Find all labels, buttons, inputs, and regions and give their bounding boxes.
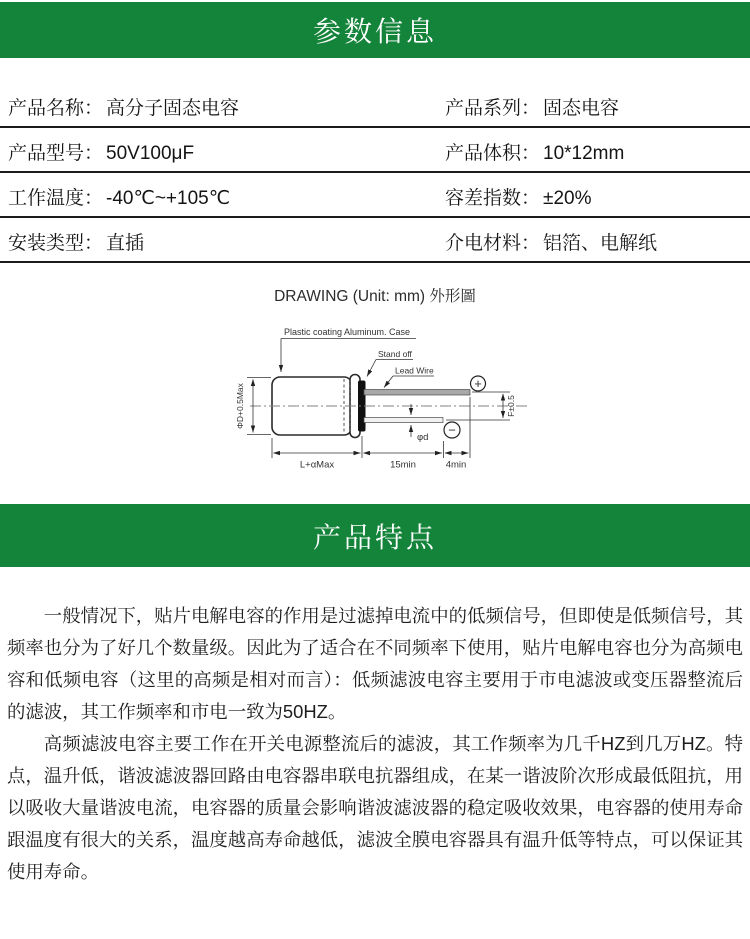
spec-value-tolerance: ±20% <box>543 188 592 209</box>
drawing-title: DRAWING (Unit: mm) 外形圖 <box>274 288 476 305</box>
lead-diameter-dim <box>411 404 428 443</box>
spec-label-dielectric-material: 介电材料： <box>445 233 541 254</box>
body-diameter-label: ΦD+0.5Max <box>235 383 245 429</box>
spec-value-dielectric-material: 铝箔、电解纸 <box>543 233 658 254</box>
lead-wire-label: Lead Wire <box>395 365 434 376</box>
case-label: Plastic coating Aluminum. Case <box>284 327 411 337</box>
spec-label-tolerance: 容差指数： <box>445 188 541 209</box>
spec-product-model <box>8 131 194 176</box>
features-banner <box>0 504 750 567</box>
spec-row-temp-tolerance <box>0 173 750 218</box>
spec-tolerance <box>445 176 591 221</box>
svg-text:−: − <box>448 422 456 438</box>
spec-product-series <box>445 86 619 131</box>
spec-label-working-temperature: 工作温度： <box>8 188 104 209</box>
spec-product-size <box>445 131 624 176</box>
spec-value-product-name: 高分子固态电容 <box>106 98 240 119</box>
spec-mounting-type <box>8 221 144 266</box>
lead-length-label: 15min <box>390 459 416 471</box>
standoff-label: Stand off <box>378 349 412 359</box>
spec-value-product-size: 10*12mm <box>543 143 625 164</box>
lead-wire-top-shape <box>364 390 470 396</box>
spec-dielectric-material <box>445 221 657 266</box>
spec-value-mounting-type: 直插 <box>106 233 145 254</box>
polarity-plus-icon <box>471 376 486 391</box>
features-paragraph-1: 一般情况下，贴片电解电容的作用是过滤掉电流中的低频信号，但即使是低频信号，其频率也分为了好几个数量级。因此为了适合在不同频率下使用，贴片电解电容也分为高频电容和低频电容（这里的高频是相对而言）：低频滤波电容主要用于市电滤波或变压器整流后的滤波，其工作频率和市电一致为50HZ。 <box>7 605 743 722</box>
spec-value-working-temperature: -40℃~+105℃ <box>106 188 231 209</box>
spec-row-model-size <box>0 128 750 173</box>
specs-table <box>0 83 750 263</box>
body-length-label: L+αMax <box>299 459 335 471</box>
spec-label-product-model: 产品型号： <box>8 143 104 164</box>
spec-working-temperature <box>8 176 230 221</box>
features-paragraph-2: 高频滤波电容主要工作在开关电源整流后的滤波，其工作频率为几千HZ到几万HZ。特点，温升低，谐波滤波器回路由电容器串联电抗器组成，在某一谐波阶次形成最低阻抗，用以吸收大量谐波电流，电容器的质量会影响谐波滤波器的稳定吸收效果，电容器的使用寿命跟温度有很大的关系，温度越高寿命越低，滤波全膜电容器具有温升低等特点，可以保证其使用寿命。 <box>7 733 743 882</box>
params-banner <box>0 2 750 58</box>
spec-value-product-model: 50V100μF <box>106 143 195 164</box>
spec-label-product-name: 产品名称： <box>8 98 104 119</box>
features-text <box>7 600 743 888</box>
spec-row-mount-dielectric <box>0 218 750 263</box>
svg-text:+: + <box>474 376 482 391</box>
spec-row-name-series <box>0 83 750 128</box>
spec-value-product-series: 固态电容 <box>543 98 620 119</box>
spec-label-product-size: 产品体积： <box>445 143 541 164</box>
spec-label-mounting-type: 安装类型： <box>8 233 104 254</box>
lead-wire-bottom-shape <box>364 418 443 423</box>
lead-diameter-label: φd <box>417 432 429 443</box>
lead-wire-callout <box>384 366 434 388</box>
params-banner-title: 参数信息 <box>312 16 437 47</box>
capacitor-outline-drawing <box>178 310 578 482</box>
lead-trim-label: 4min <box>445 459 467 471</box>
features-banner-title: 产品特点 <box>312 521 437 553</box>
polarity-minus-icon <box>444 422 460 438</box>
lead-spacing-label: F±0.5 <box>506 395 516 417</box>
spec-label-product-series: 产品系列： <box>445 98 541 119</box>
spec-product-name <box>8 86 239 131</box>
